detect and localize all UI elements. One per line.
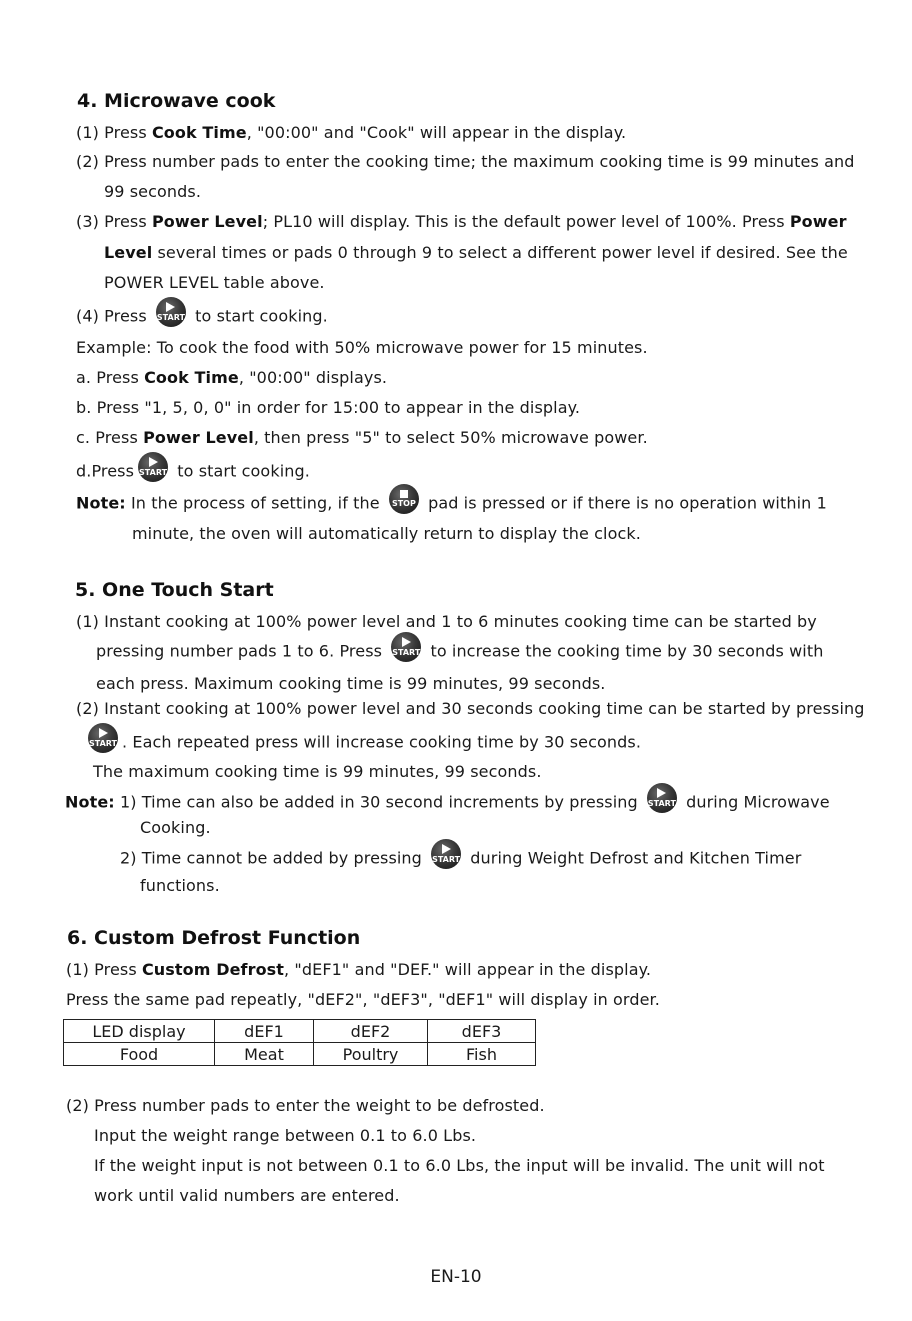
start-icon: START [431, 839, 461, 869]
s5-step-2: (2) Instant cooking at 100% power level and 30 seconds cooking time can be started by pressing [76, 699, 865, 718]
table-cell: Fish [428, 1043, 536, 1066]
s4-step-3: (3) Press Power Level; PL10 will display. This is the default power level of 100%. Press Power [76, 212, 847, 231]
s4-step-1: (1) Press Cook Time, "00:00" and "Cook" will appear in the display. [76, 123, 627, 142]
s4-example: Example: To cook the food with 50% microwave power for 15 minutes. [76, 338, 648, 357]
section-4-title: 4. Microwave cook [77, 90, 276, 112]
s5-step-1b: pressing number pads 1 to 6. Press START to increase the cooking time by 30 seconds with [96, 640, 823, 664]
s6-step-2d: work until valid numbers are entered. [94, 1186, 400, 1205]
start-icon: START [138, 452, 168, 482]
s4-step-2b: 99 seconds. [104, 182, 202, 201]
table-cell: Meat [215, 1043, 314, 1066]
s4-note: Note: In the process of setting, if the STOP pad is pressed or if there is no operation within 1 [76, 492, 827, 516]
start-icon: START [156, 297, 186, 327]
table-cell: dEF1 [215, 1020, 314, 1043]
start-icon: START [391, 632, 421, 662]
s6-step-2c: If the weight input is not between 0.1 to 6.0 Lbs, the input will be invalid. The unit will not [94, 1156, 825, 1175]
s4-example-c: c. Press Power Level, then press "5" to select 50% microwave power. [76, 428, 648, 447]
table-cell: LED display [64, 1020, 215, 1043]
s5-note-2: 2) Time cannot be added by pressing START during Weight Defrost and Kitchen Timer [120, 847, 801, 871]
s5-step-2b: START . Each repeated press will increase cooking time by 30 seconds. [88, 731, 641, 755]
s4-step-4: (4) Press START to start cooking. [76, 305, 328, 329]
table-cell: dEF3 [428, 1020, 536, 1043]
s5-step-1: (1) Instant cooking at 100% power level and 1 to 6 minutes cooking time can be started by [76, 612, 817, 631]
s5-note-1b: Cooking. [140, 818, 211, 837]
s4-step-2: (2) Press number pads to enter the cooking time; the maximum cooking time is 99 minutes and [76, 152, 855, 171]
s4-step-3c: POWER LEVEL table above. [104, 273, 325, 292]
defrost-table [63, 1019, 536, 1066]
start-icon: START [647, 783, 677, 813]
s4-example-a: a. Press Cook Time, "00:00" displays. [76, 368, 388, 387]
s5-step-1c: each press. Maximum cooking time is 99 minutes, 99 seconds. [96, 674, 606, 693]
page-number: EN-10 [430, 1267, 482, 1287]
table-cell: dEF2 [314, 1020, 428, 1043]
section-5-title: 5. One Touch Start [75, 579, 274, 601]
s6-step-2b: Input the weight range between 0.1 to 6.0 Lbs. [94, 1126, 477, 1145]
table-cell: Poultry [314, 1043, 428, 1066]
table-row [64, 1043, 536, 1066]
s5-note-1: Note: 1) Time can also be added in 30 second increments by pressing START during Microwave [65, 791, 830, 815]
section-6-title: 6. Custom Defrost Function [67, 927, 361, 949]
s6-step-1: (1) Press Custom Defrost, "dEF1" and "DEF." will appear in the display. [66, 960, 652, 979]
s5-step-2c: The maximum cooking time is 99 minutes, 99 seconds. [93, 762, 542, 781]
s4-step-3b: Level several times or pads 0 through 9 to select a different power level if desired. See the [104, 243, 848, 262]
stop-icon: STOP [389, 484, 419, 514]
s6-step-1b: Press the same pad repeatly, "dEF2", "dEF3", "dEF1" will display in order. [66, 990, 660, 1009]
s6-step-2: (2) Press number pads to enter the weight to be defrosted. [66, 1096, 545, 1115]
s5-note-2b: functions. [140, 876, 220, 895]
table-row [64, 1020, 536, 1043]
table-cell: Food [64, 1043, 215, 1066]
s4-example-b: b. Press "1, 5, 0, 0" in order for 15:00 to appear in the display. [76, 398, 581, 417]
s4-note-b: minute, the oven will automatically return to display the clock. [132, 524, 641, 543]
s4-example-d: d.Press START to start cooking. [76, 460, 310, 484]
start-icon: START [88, 723, 118, 753]
